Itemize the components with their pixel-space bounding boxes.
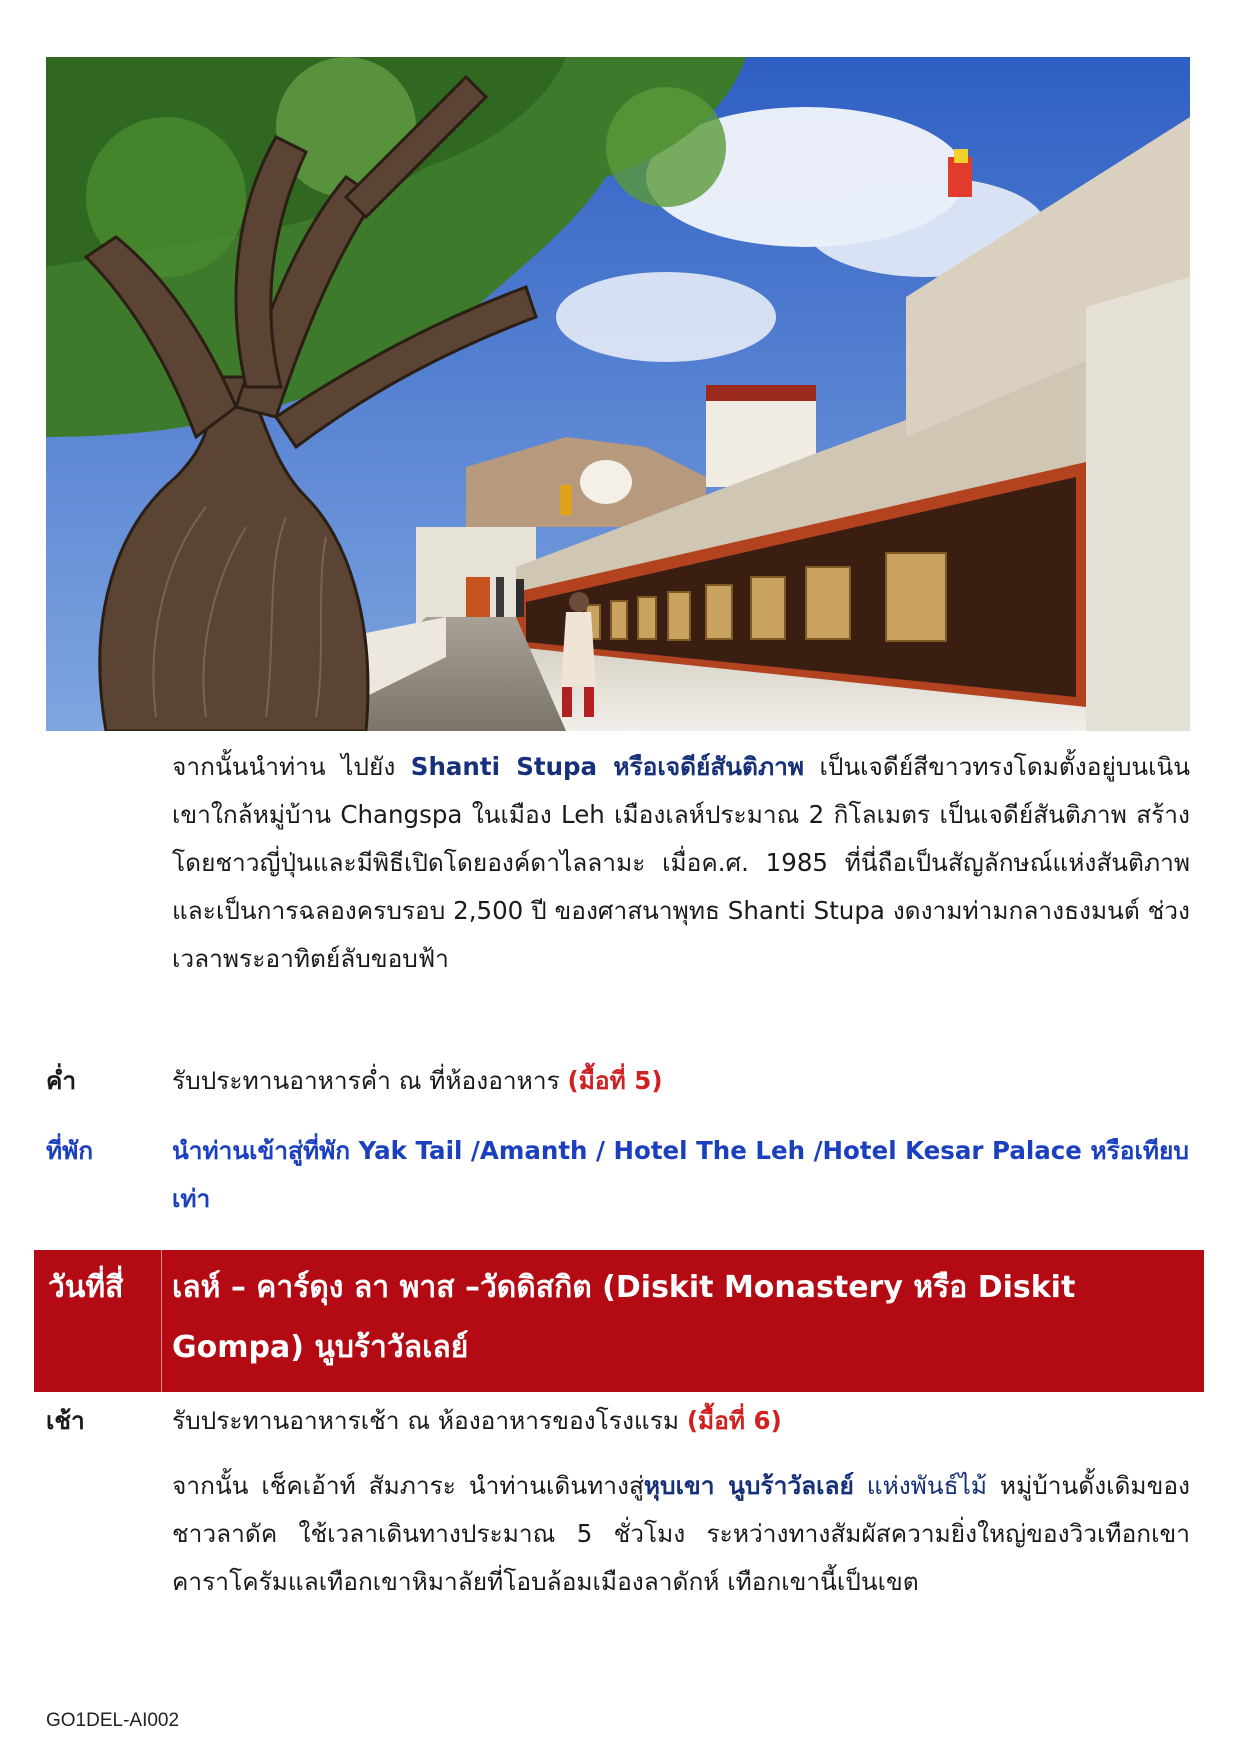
shanti-stupa-highlight: Shanti Stupa หรือเจดีย์สันติภาพ bbox=[410, 752, 805, 781]
nubra-valley-paragraph bbox=[172, 1462, 1190, 1606]
breakfast-text: รับประทานอาหารเช้า ณ ห้องอาหารของโรงแรม bbox=[172, 1406, 687, 1435]
plant-land-text: แห่งพันธ์ไม้ bbox=[853, 1471, 988, 1500]
paragraph2-body: หมู่บ้านดั้งเดิมของชาวลาดัค ใช้เวลาเดินทางประมาณ 5 ชั่วโมง ระหว่างทางสัมผัสความยิ่งใหญ่ของวิวเทือกเขาคาราโครัมแลเทือกเขาหิมาลัยที่โอบล้อมเมืองลาดักห์ เทือกเขานี้เป็นเขต bbox=[172, 1471, 1191, 1596]
hotel-label: ที่พัก bbox=[46, 1136, 94, 1165]
paragraph1-body: เป็นเจดีย์สีขาวทรงโดมตั้งอยู่บนเนินเขาใกล้หมู่บ้าน Changspa ในเมือง Leh เมืองเลห์ประมาณ 2 กิโลเมตร เป็นเจดีย์สันติภาพ สร้างโดยชาวญี่ปุ่นและมีพิธีเปิดโดยองค์ดาไลลามะ เมื่อค.ศ. 1985 ที่นี่ถือเป็นสัญลักษณ์แห่งสันติภาพและเป็นการฉลองครบรอบ 2,500 ปี ของศาสนาพุทธ Shanti Stupa งดงามท่ามกลางธงมนต์ ช่วงเวลาพระอาทิตย์ลับขอบฟ้า bbox=[172, 752, 1191, 973]
hotel-text: นำท่านเข้าสู่ที่พัก Yak Tail /Amanth / Hotel The Leh /Hotel Kesar Palace หรือเทียบเท่า bbox=[172, 1136, 1189, 1213]
document-code: GO1DEL-AI002 bbox=[46, 1710, 180, 1731]
breakfast-content bbox=[172, 1397, 1190, 1445]
dinner-meal-number: (มื้อที่ 5) bbox=[567, 1066, 663, 1095]
shanti-stupa-paragraph bbox=[172, 743, 1190, 983]
paragraph1-intro: จากนั้นนำท่าน ไปยัง bbox=[172, 752, 411, 781]
hero-photo bbox=[46, 57, 1190, 731]
breakfast-label: เช้า bbox=[46, 1406, 85, 1435]
nubra-valley-highlight: หุบเขา นูบร้าวัลเลย์ bbox=[643, 1471, 854, 1500]
day-label: วันที่สี่ bbox=[34, 1250, 162, 1392]
day-title: เลห์ – คาร์ดุง ลา พาส –วัดดิสกิต (Diskit Monastery หรือ Diskit Gompa) นูบร้าวัลเลย์ bbox=[172, 1270, 1076, 1365]
dinner-text: รับประทานอาหารค่ำ ณ ที่ห้องอาหาร bbox=[172, 1066, 568, 1095]
monastery-prayer-wheels-image bbox=[46, 57, 1190, 731]
paragraph2-intro: จากนั้น เช็คเอ้าท์ สัมภาระ นำท่านเดินทางสู่ bbox=[172, 1471, 644, 1500]
dinner-content bbox=[172, 1057, 1190, 1105]
dinner-label: ค่ำ bbox=[46, 1066, 77, 1095]
day-header-band bbox=[34, 1250, 1204, 1392]
breakfast-meal-number: (มื้อที่ 6) bbox=[686, 1406, 782, 1435]
